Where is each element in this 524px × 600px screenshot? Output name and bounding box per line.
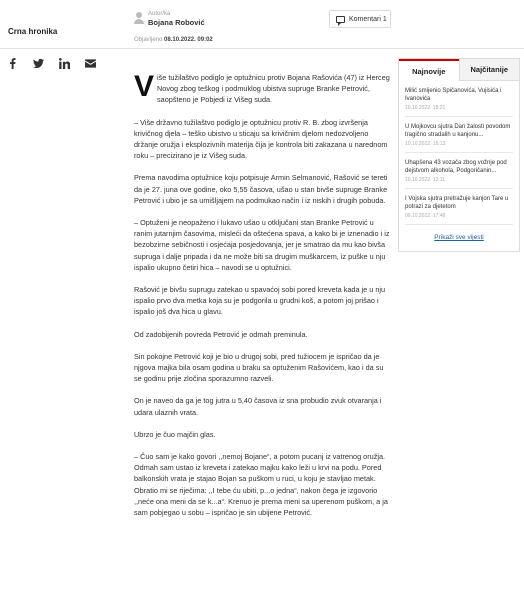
article-paragraph: Ubrzo je čuo majčin glas. xyxy=(134,429,216,439)
published-label: Objavljeno xyxy=(134,37,163,43)
author-block xyxy=(134,10,205,28)
comments-label: Komentari xyxy=(349,15,381,23)
tab-latest[interactable]: Najnovije xyxy=(399,59,459,81)
article-paragraph: Rašović je bivšu suprugu zatekao u spavaćoj sobi pored kreveta kada je u nju ispalio prvo dva metka koja su je podgorila u grudni koš, a potom joj prišao i ispalio još dva hica u glavu. xyxy=(134,285,386,317)
list-item[interactable] xyxy=(405,189,513,225)
news-date: 09.10.2022. 17:48 xyxy=(405,213,446,219)
author-text xyxy=(148,10,205,28)
article-paragraph: Od zadobijenih povreda Petrović je odmah preminula. xyxy=(134,329,308,339)
sidebar-tabs xyxy=(399,59,519,81)
list-item[interactable] xyxy=(405,81,513,117)
all-news-link[interactable]: Prikaži sve vijesti xyxy=(434,234,484,241)
published-date: 08.10.2022. 09:02 xyxy=(164,37,213,43)
published-info xyxy=(134,37,213,43)
article-body xyxy=(134,72,392,529)
news-title[interactable]: I Vojska sjutra pretražuje kanjon Tare u potrazi za djetetom xyxy=(405,196,509,210)
linkedin-icon[interactable] xyxy=(58,57,70,69)
news-date: 10.10.2022. 18:21 xyxy=(405,105,446,111)
twitter-icon[interactable] xyxy=(32,57,44,69)
news-list xyxy=(399,81,519,225)
share-bar xyxy=(6,57,110,69)
article-paragraph: iše tužilaštvo podiglo je optužnicu protiv Bojana Rašovića (47) iz Herceg Novog zbog teškog i podmuklog ubistva supruge Branke Petrović, saopšteno je Pobjedi iz Višeg suda. xyxy=(157,73,390,105)
article-paragraph: – Optuženi je neopaženo i lukavo ušao u otključani stan Branke Petrović u ranim jutarnjim časovima, misleći da oštećena spava, a kako bi je iznenadio i iz bezobzirne sebičnosti i osjećaja posjedovanja, jer je smatrao da mu kao bivša supruga i dalje pripada i da ne može biti sa drugim muškarcem, iz puške u nju ispalio ukupno četiri hica – navodi se u optužnici. xyxy=(134,218,390,272)
article-lead xyxy=(134,72,392,106)
author-label: Autor/ka xyxy=(148,11,171,17)
email-icon[interactable] xyxy=(84,57,96,69)
person-icon xyxy=(134,12,144,26)
comments-count: 1 xyxy=(382,15,387,23)
article-paragraph: Sin pokojne Petrović koji je bio u drugoj sobi, pred tužiocem je ispričao da je njgova majka bila osam godina u braku sa optuženim Rašovićem, kao i da su se godinu prije zločina sporazumno razveli. xyxy=(134,351,384,384)
article-paragraph: On je naveo da ga je tog jutra u 5,40 časova iz sna probudio zvuk otvaranja i udara ulaznih vrata. xyxy=(134,396,382,417)
article-paragraph: Prema navodima optužnice koju potpisuje Armin Selmanović, Rašović se tereti da je 27. juna ove godine, oko 5,55 časova, ušao u stan bivše supruge Branke Petrović i ubio je sa umišljajem na podmukao način i iz niskih i drugih pobuda. xyxy=(134,173,388,205)
news-sidebar xyxy=(398,58,520,252)
list-item[interactable] xyxy=(405,153,513,189)
news-title[interactable]: Uhapšena 43 vozača zbog vožnje pod dejstvom alkohola, Podgoričanin... xyxy=(405,160,507,174)
tab-most-read[interactable]: Najčitanije xyxy=(459,59,520,81)
list-item[interactable] xyxy=(405,117,513,153)
news-date: 10.10.2022. 15:13 xyxy=(405,141,446,147)
category-label[interactable]: Crna hronika xyxy=(8,27,58,36)
article-paragraph: – Više državno tužilaštvo podiglo je optužnicu protiv R. B. zbog izvršenja krivičnog djela – teško ubistvo u sticaju sa krivičnim djelom nedozvoljeno držanje oružja i eksplozivnih materija čija je kontrola biti zakazana u narednom roku – precizirano je iz Višeg suda. xyxy=(134,117,388,161)
news-title[interactable]: U Mojkovcu sjutra Dan žalosti povodom tragično stradalih u kanjonu... xyxy=(405,124,511,138)
drop-cap: V xyxy=(134,70,155,103)
header-divider xyxy=(0,48,524,49)
comment-icon xyxy=(336,16,345,23)
facebook-icon[interactable] xyxy=(6,57,18,69)
news-title[interactable]: Milić smijenio Spičanovića, Vujisića i Ivanovića xyxy=(405,88,502,102)
article-paragraph: – Čuo sam je kako govori ,,nemoj Bojane“, a potom pucanj iz vatrenog oružja. Odmah sam ustao iz kreveta i zatekao majku kako leži u krvi na podu. Pored balkonskih vrata je stajao Bojan sa puškom u ruci, u koju je stavljao metak. Obratio mi se riječima: ,,I tebe ću ubiti, p...o jedna“, nakon čega je izgovorio ,,neće ona meni da se k...a“. Krenuo je prema meni sa uperenom puškom, a ja sam pobjegao u sobu – ispričao je sin ubijene Petrović. xyxy=(134,452,388,518)
comments-button[interactable] xyxy=(329,10,391,28)
author-name[interactable]: Bojana Robović xyxy=(148,18,205,27)
news-date: 10.10.2022. 12:11 xyxy=(405,177,445,183)
